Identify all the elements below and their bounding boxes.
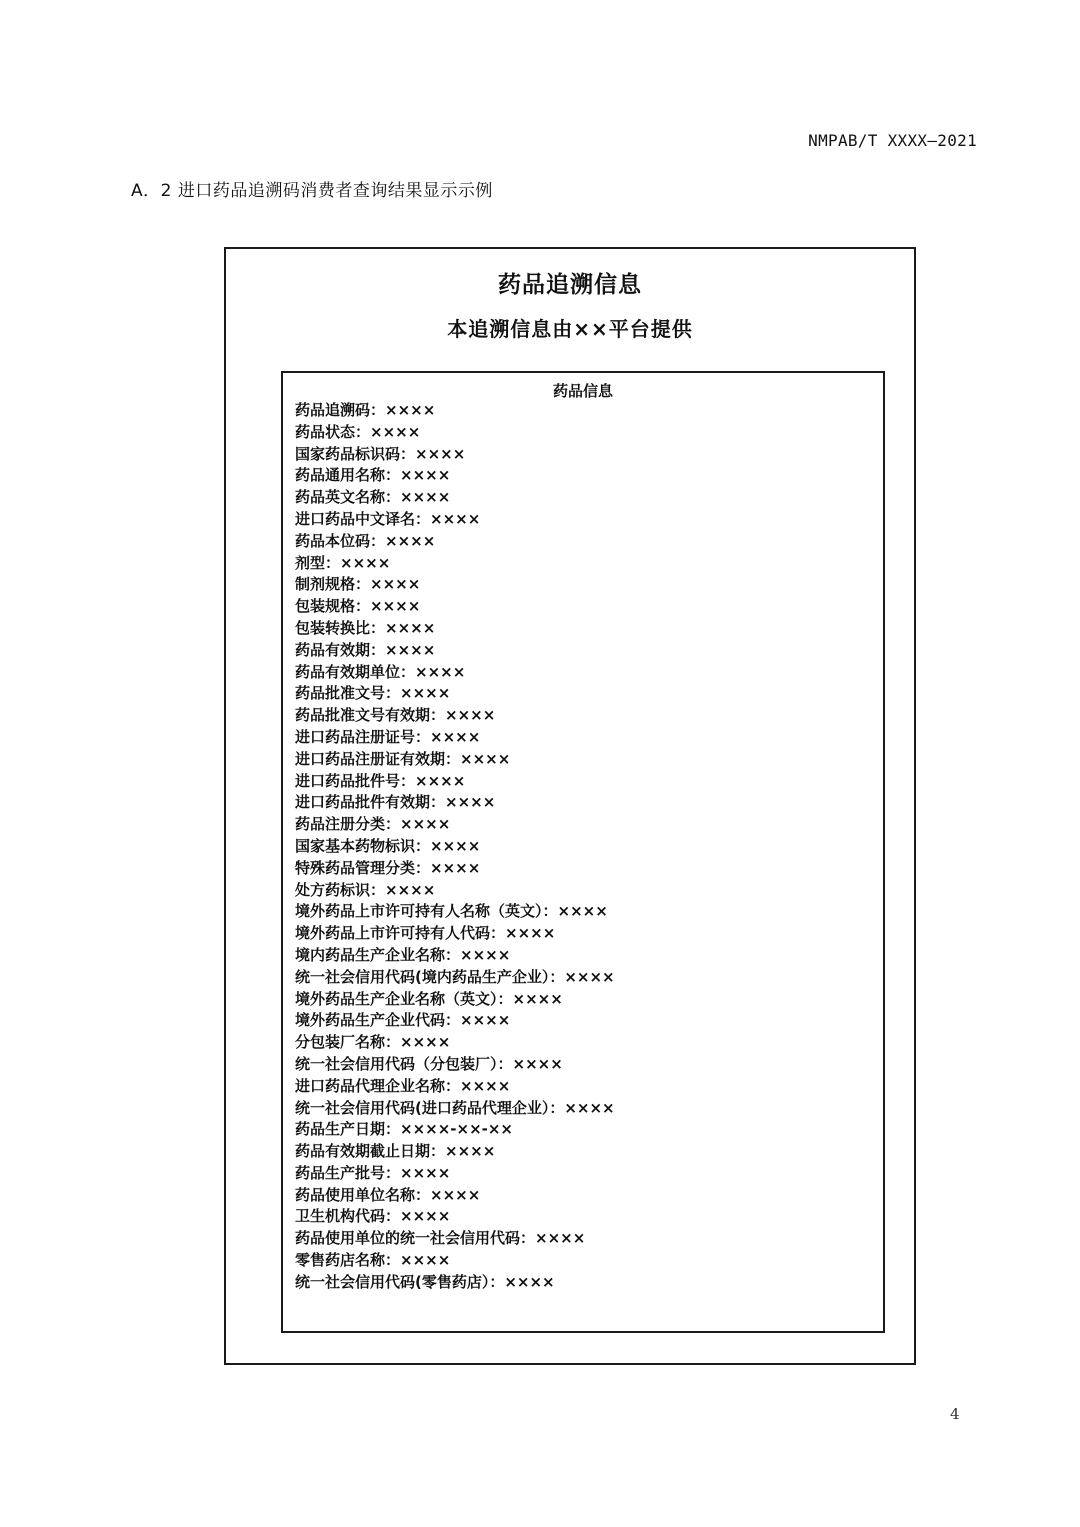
page-number: 4 [950, 1405, 960, 1423]
drug-field-row: 药品英文名称：×××× [295, 488, 451, 507]
drug-field-row: 进口药品代理企业名称：×××× [295, 1076, 511, 1095]
drug-field-row: 统一社会信用代码(零售药店）：×××× [295, 1272, 555, 1291]
panel-subtitle: 本追溯信息由××平台提供 [447, 317, 693, 341]
drug-field-row: 药品批准文号：×××× [295, 684, 451, 703]
drug-field-row: 药品生产日期：××××-××-×× [295, 1120, 513, 1139]
drug-field-row: 境内药品生产企业名称：×××× [295, 945, 511, 964]
drug-field-row: 进口药品注册证号：×××× [295, 727, 481, 746]
drug-field-row: 药品批准文号有效期：×××× [295, 706, 496, 725]
drug-field-row: 进口药品批件有效期：×××× [295, 793, 496, 812]
drug-field-row: 药品注册分类：×××× [295, 815, 451, 834]
panel-title: 药品追溯信息 [498, 272, 642, 298]
drug-field-row: 药品通用名称：×××× [295, 466, 451, 485]
drug-field-row: 境外药品生产企业名称（英文）：×××× [295, 989, 563, 1008]
drug-field-row: 统一社会信用代码(境内药品生产企业）：×××× [295, 967, 615, 986]
drug-field-list [295, 400, 615, 1294]
drug-field-row: 境外药品上市许可持有人代码：×××× [295, 924, 556, 943]
drug-field-row: 处方药标识：×××× [295, 880, 436, 899]
drug-info-title: 药品信息 [552, 382, 613, 400]
drug-field-row: 零售药店名称：×××× [295, 1251, 451, 1270]
section-heading: A．2 进口药品追溯码消费者查询结果显示示例 [131, 181, 493, 201]
drug-field-row: 包装转换比：×××× [295, 618, 436, 637]
drug-field-row: 药品有效期截止日期：×××× [295, 1142, 496, 1161]
drug-field-row: 国家基本药物标识：×××× [295, 836, 481, 855]
document-code: NMPAB/T XXXX—2021 [808, 131, 977, 150]
drug-field-row: 药品生产批号：×××× [295, 1163, 451, 1182]
drug-field-row: 药品追溯码：×××× [295, 401, 436, 419]
drug-field-row: 国家药品标识码：×××× [295, 444, 466, 463]
drug-field-row: 境外药品生产企业代码：×××× [295, 1011, 511, 1030]
drug-field-row: 境外药品上市许可持有人名称（英文）：×××× [295, 902, 608, 921]
drug-field-row: 进口药品批件号：×××× [295, 771, 466, 790]
drug-field-row: 进口药品中文译名：×××× [295, 509, 481, 528]
drug-field-row: 制剂规格：×××× [295, 575, 421, 594]
drug-field-row: 分包装厂名称：×××× [295, 1033, 451, 1052]
drug-field-row: 剂型：×××× [295, 553, 391, 572]
drug-field-row: 统一社会信用代码(进口药品代理企业）：×××× [295, 1098, 615, 1117]
drug-field-row: 包装规格：×××× [295, 597, 421, 616]
drug-field-row: 药品有效期：×××× [295, 640, 436, 659]
drug-field-row: 药品本位码：×××× [295, 531, 436, 550]
drug-field-row: 进口药品注册证有效期：×××× [295, 749, 511, 768]
drug-field-row: 药品使用单位的统一社会信用代码：×××× [295, 1229, 586, 1248]
drug-field-row: 统一社会信用代码（分包装厂）：×××× [295, 1054, 563, 1073]
drug-field-row: 卫生机构代码：×××× [295, 1207, 451, 1226]
drug-field-row: 特殊药品管理分类：×××× [295, 858, 481, 877]
drug-field-row: 药品状态：×××× [295, 422, 421, 441]
drug-field-row: 药品使用单位名称：×××× [295, 1185, 481, 1204]
drug-field-row: 药品有效期单位：×××× [295, 662, 466, 681]
